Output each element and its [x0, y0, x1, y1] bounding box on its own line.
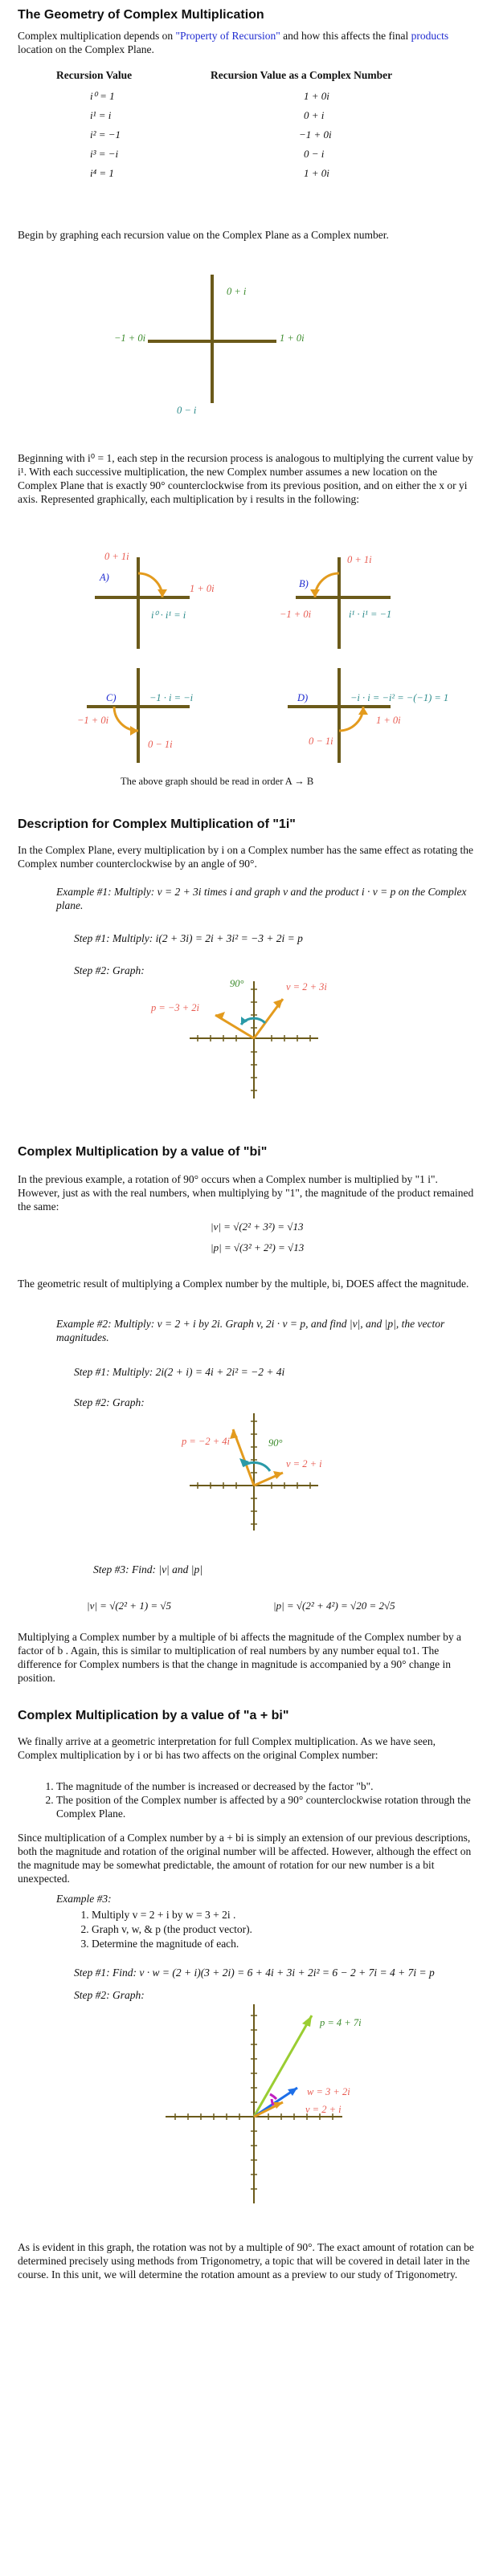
- table-header-right: Recursion Value as a Complex Number: [211, 69, 393, 81]
- list-item: 2. Graph v, w, & p (the product vector).: [92, 1922, 477, 1937]
- section4-text: We finally arrive at a geometric interpretation for full Complex multiplication. As we have seen, Complex multiplication by i or bi has two affects on the original Complex number:: [18, 1735, 436, 1761]
- example3-steps: [74, 1908, 477, 1951]
- quad-b-to: −1 + 0i: [280, 609, 312, 620]
- quad-d-from: 0 − 1i: [309, 736, 333, 747]
- example1-text: Example #1: Multiply: v = 2 + 3i times i and graph v and the product i · v = p on the Complex plane.: [56, 886, 467, 911]
- intro-text-2: and how this affects the final: [280, 30, 411, 42]
- plane1-bottom-label: 0 − i: [177, 405, 197, 416]
- rotation-diagrams: [0, 546, 495, 787]
- section4-title: Complex Multiplication by a value of "a + bi": [18, 1709, 289, 1722]
- section3-text3: Multiplying a Complex number by a multiple of bi affects the magnitude of the Complex number by a factor of b . Again, this is similar to multiplication of real numbers by any number equal to1. The difference for Complex numbers is that the change in magnitude is accompanied by a 90° change in position.: [18, 1631, 462, 1684]
- table-row-right: 0 − i: [304, 148, 325, 160]
- intro-text-1: Complex multiplication depends on: [18, 30, 176, 42]
- quad-b-eq: i¹ · i¹ = −1: [349, 609, 392, 620]
- quad-d-to: 1 + 0i: [376, 715, 401, 726]
- section2-title: Description for Complex Multiplication of "1i": [18, 817, 296, 831]
- example2-v-label: v = 2 + i: [286, 1458, 322, 1469]
- table-row-right: 1 + 0i: [304, 90, 329, 102]
- table-row-right: 0 + i: [304, 109, 325, 121]
- quad-a-label: A): [100, 572, 109, 583]
- example1-p-label: p = −3 + 2i: [151, 1002, 200, 1013]
- section3-title: Complex Multiplication by a value of "bi": [18, 1145, 268, 1159]
- magnitude-p-2: |p| = √(2² + 4²) = √20 = 2√5: [273, 1600, 395, 1612]
- example2-step3: Step #3: Find: |v| and |p|: [93, 1563, 202, 1575]
- table-row-right: 1 + 0i: [304, 167, 329, 179]
- quad-b-from: 0 + 1i: [347, 554, 372, 565]
- example2-p-label: p = −2 + 4i: [182, 1436, 231, 1447]
- affects-list: [39, 1779, 490, 1820]
- example3-title: Example #3:: [56, 1893, 112, 1905]
- quad-caption: The above graph should be read in order A → B: [121, 776, 314, 787]
- quad-a-eq: i⁰ · i¹ = i: [151, 609, 186, 621]
- page-title: The Geometry of Complex Multiplication: [18, 8, 264, 22]
- example2-text: Example #2: Multiply: v = 2 + i by 2i. Graph v, 2i · v = p, and find |v|, and |p|, the vector magnitudes.: [56, 1318, 445, 1343]
- quad-b-label: B): [299, 578, 309, 589]
- example1-angle: 90°: [230, 978, 244, 989]
- magnitude-v-2: |v| = √(2² + 1) = √5: [87, 1600, 172, 1612]
- example3-w-label: w = 3 + 2i: [307, 2086, 350, 2097]
- example3-graph: [0, 1999, 495, 2208]
- list-item: 3. Determine the magnitude of each.: [92, 1937, 477, 1951]
- table-row-left: i⁴ = 1: [90, 167, 114, 179]
- quad-d-eq: −i · i = −i² = −(−1) = 1: [350, 692, 449, 703]
- quad-c-to: 0 − 1i: [148, 739, 173, 750]
- section3-text: In the previous example, a rotation of 90° occurs when a Complex number is multiplied by "1 i". However, just as with the real numbers, when multiplying by "1", the magnitude of the product remained the same:: [18, 1173, 474, 1213]
- example3-step1: Step #1: Find: v · w = (2 + i)(3 + 2i) = 6 + 4i + 3i + 2i² = 6 − 2 + 7i = 4 + 7i = p: [74, 1967, 435, 1979]
- section4-text2: Since multiplication of a Complex number by a + bi is simply an extension of our previous descriptions, both the magnitude and rotation of the original number will be affected. However, although the effect on the magnitude may be somewhat predictable, the amount of rotation for our new number is a bit unexpected.: [18, 1832, 472, 1885]
- quad-c-eq: −1 · i = −i: [149, 692, 194, 703]
- example1-step1: Step #1: Multiply: i(2 + 3i) = 2i + 3i² = −3 + 2i = p: [74, 932, 303, 944]
- begin-paragraph: Begin by graphing each recursion value on the Complex Plane as a Complex number.: [18, 229, 389, 241]
- table-row-left: i⁰ = 1: [90, 90, 115, 102]
- example1-v-label: v = 2 + 3i: [286, 981, 327, 992]
- magnitude-p: |p| = √(3² + 2²) = √13: [211, 1241, 305, 1253]
- example1-step2: Step #2: Graph:: [74, 964, 145, 976]
- magnitude-v: |v| = √(2² + 3²) = √13: [211, 1221, 304, 1233]
- complex-plane-1: [0, 265, 495, 426]
- quad-a-from: 0 + 1i: [104, 551, 129, 562]
- example2-angle: 90°: [268, 1437, 283, 1449]
- table-row-left: i² = −1: [90, 128, 121, 141]
- example3-p-label: p = 4 + 7i: [320, 2017, 362, 2028]
- example3-v-label: v = 2 + i: [305, 2104, 342, 2115]
- intro-text-3: location on the Complex Plane.: [18, 43, 154, 55]
- property-of-recursion-link[interactable]: "Property of Recursion": [175, 30, 280, 42]
- quad-d-label: D): [297, 692, 309, 703]
- plane1-top-label: 0 + i: [227, 286, 247, 297]
- table-row-left: i³ = −i: [90, 148, 119, 160]
- table-row-left: i¹ = i: [90, 109, 112, 121]
- plane1-left-label: −1 + 0i: [114, 332, 146, 344]
- quad-a-to: 1 + 0i: [190, 583, 215, 594]
- plane1-right-label: 1 + 0i: [280, 332, 305, 344]
- list-item: 2. The position of the Complex number is affected by a 90° counterclockwise rotation through the Complex Plane.: [56, 1793, 490, 1820]
- example1-graph: [0, 978, 495, 1107]
- quad-c-label: C): [106, 692, 117, 703]
- example3-step2: Step #2: Graph:: [74, 1989, 145, 2001]
- example2-step1: Step #1: Multiply: 2i(2 + i) = 4i + 2i² = −2 + 4i: [74, 1366, 285, 1378]
- table-header-left: Recursion Value: [56, 69, 133, 81]
- closing-paragraph: As is evident in this graph, the rotation was not by a multiple of 90°. The exact amount of rotation can be determined precisely using methods from Trigonometry, a topic that will be covered in detail later in the course. In this unit, we will determine the rotation amount as a preview to our study of Trigonometry.: [18, 2241, 474, 2280]
- section3-text2: The geometric result of multiplying a Complex number by the multiple, bi, DOES affect the magnitude.: [18, 1278, 469, 1290]
- example2-graph: [0, 1410, 495, 1539]
- products-link[interactable]: products: [411, 30, 449, 42]
- list-item: 1. Multiply v = 2 + i by w = 3 + 2i .: [92, 1908, 477, 1922]
- example2-step2: Step #2: Graph:: [74, 1396, 145, 1408]
- quad-c-from: −1 + 0i: [77, 715, 109, 726]
- beginning-paragraph: Beginning with i⁰ = 1, each step in the recursion process is analogous to multiplying the current value by i¹. With each successive multiplication, the new Complex number assumes a new location on the Complex Plane that is exactly 90° counterclockwise from its previous position, and on either the x or yi axis. Represented graphically, each multiplication by i results in the following:: [18, 452, 473, 505]
- list-item: 1. The magnitude of the number is increased or decreased by the factor "b".: [56, 1779, 490, 1793]
- intro-paragraph: [18, 29, 476, 56]
- section2-text: In the Complex Plane, every multiplication by i on a Complex number has the same effect as rotating the Complex number counterclockwise by an angle of 90°.: [18, 844, 473, 870]
- table-row-right: −1 + 0i: [299, 128, 332, 141]
